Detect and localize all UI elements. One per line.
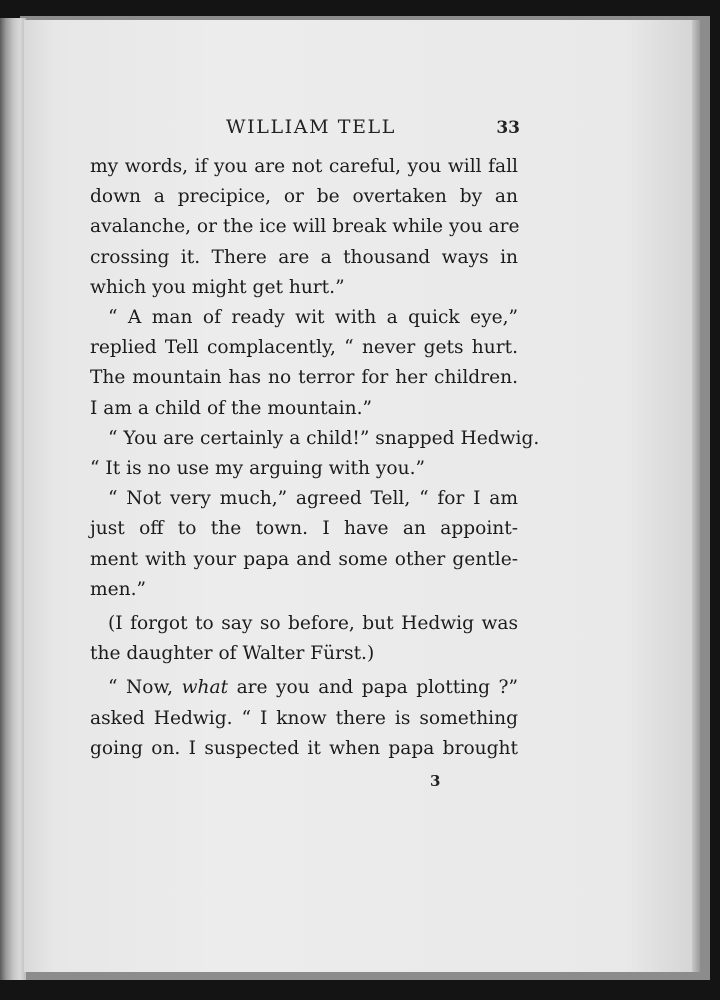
paragraph [90, 673, 518, 764]
text-line: men.” [90, 578, 147, 600]
emphasis-word: what [181, 677, 229, 699]
page-number: 33 [496, 118, 520, 138]
paragraph [90, 424, 540, 484]
running-title: WILLIAM TELL [226, 116, 396, 138]
text-line: The mountain has no terror for her children. [90, 367, 518, 389]
text-segment: “ Now, [108, 677, 182, 699]
paragraph [90, 484, 518, 605]
text-line: ment with your papa and some other gentle- [90, 548, 518, 570]
text-line: “ You are certainly a child!” snapped Hedwig. [108, 427, 540, 449]
text-line: “ It is no use my arguing with you.” [90, 458, 425, 480]
text-line: down a precipice, or be overtaken by an [90, 186, 518, 208]
text-line [90, 673, 518, 703]
book-binding-edge [0, 18, 26, 980]
text-line: “ Not very much,” agreed Tell, “ for I am [108, 488, 518, 510]
page-right-edge [692, 20, 700, 972]
text-line: I am a child of the mountain.” [90, 397, 372, 419]
paragraph [90, 303, 518, 424]
body-text [90, 152, 540, 764]
text-line: replied Tell complacently, “ never gets hurt. [90, 337, 518, 359]
text-line: asked Hedwig. “ I know there is something [90, 707, 518, 729]
text-line: my words, if you are not careful, you will fall [90, 156, 518, 177]
text-line: going on. I suspected it when papa brought [90, 737, 518, 759]
text-line: the daughter of Walter Fürst.) [90, 643, 375, 665]
text-line: avalanche, or the ice will break while you are [90, 216, 520, 238]
paragraph [90, 152, 518, 303]
signature-mark: 3 [430, 772, 441, 790]
text-line: (I forgot to say so before, but Hedwig was [108, 613, 518, 635]
text-line: just off to the town. I have an appoint- [90, 518, 518, 540]
text-line: which you might get hurt.” [90, 276, 345, 298]
paragraph [90, 609, 518, 669]
text-line: “ A man of ready wit with a quick eye,” [108, 307, 518, 329]
text-line: crossing it. There are a thousand ways in [90, 246, 518, 268]
text-segment: are you and papa plotting ?” [228, 677, 518, 699]
running-head [88, 114, 520, 140]
